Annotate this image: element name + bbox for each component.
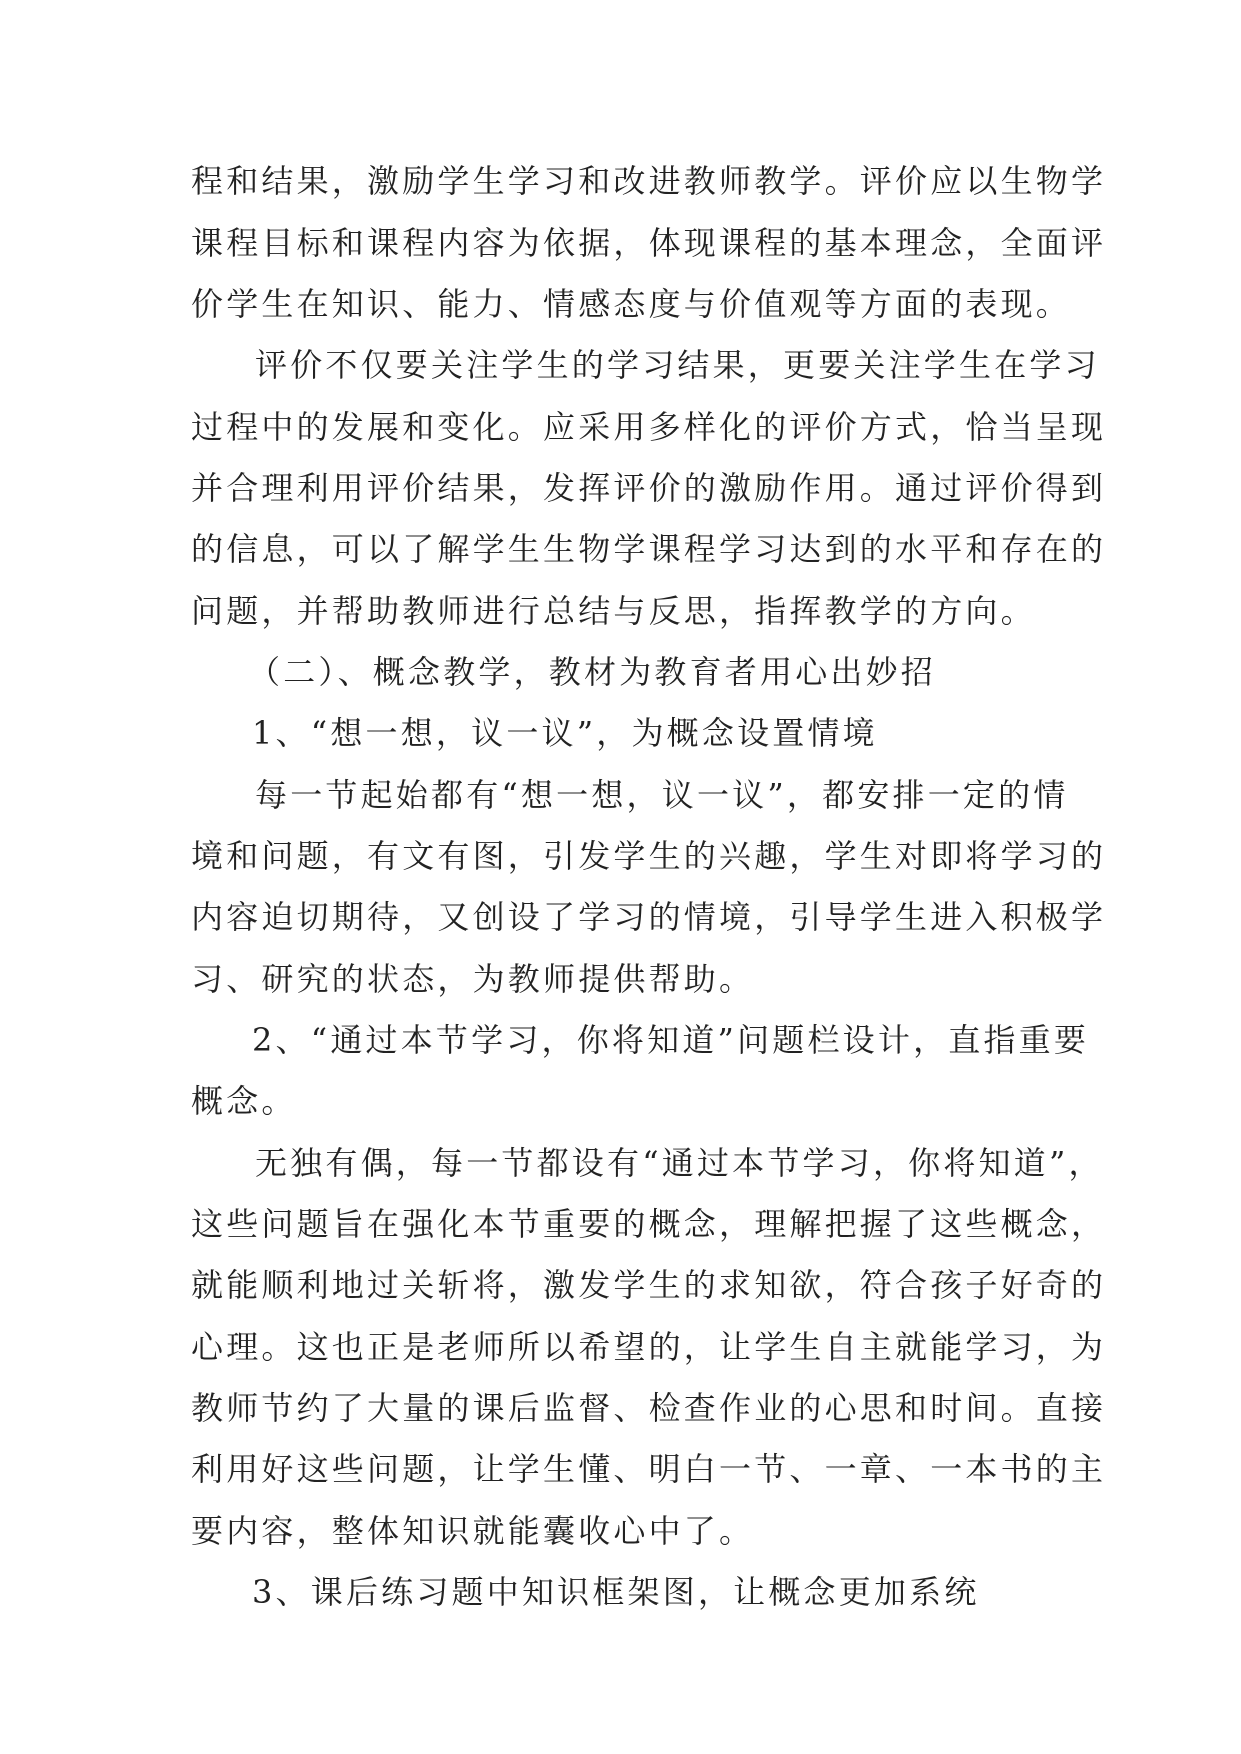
text-line: 习、研究的状态，为教师提供帮助。 <box>191 960 755 998</box>
text-line: 概念。 <box>191 1082 297 1120</box>
text-line: 程和结果，激励学生学习和改进教师教学。评价应以生物学 <box>191 162 1107 200</box>
section-heading: （二）、概念教学，教材为教育者用心出妙招 <box>248 653 937 691</box>
paragraph-first-line: 无独有偶，每一节都设有“通过本节学习，你将知道”， <box>255 1144 1104 1182</box>
text-line: 就能顺利地过关斩将，激发学生的求知欲，符合孩子好奇的 <box>191 1266 1107 1304</box>
text-line: 这些问题旨在强化本节重要的概念，理解把握了这些概念， <box>191 1205 1107 1243</box>
text-line: 利用好这些问题，让学生懂、明白一节、一章、一本书的主 <box>191 1450 1107 1488</box>
subsection-heading: 1、“想一想，议一议”，为概念设置情境 <box>252 714 878 752</box>
text-line: 问题，并帮助教师进行总结与反思，指挥教学的方向。 <box>191 592 1036 630</box>
paragraph-first-line: 每一节起始都有“想一想，议一议”，都安排一定的情 <box>255 776 1069 814</box>
text-line: 过程中的发展和变化。应采用多样化的评价方式，恰当呈现 <box>191 408 1107 446</box>
text-line: 要内容，整体知识就能囊收心中了。 <box>191 1512 755 1550</box>
text-line: 并合理利用评价结果，发挥评价的激励作用。通过评价得到 <box>191 469 1107 507</box>
subsection-heading: 3、课后练习题中知识框架图，让概念更加系统 <box>252 1573 980 1611</box>
text-line: 的信息，可以了解学生生物学课程学习达到的水平和存在的 <box>191 530 1107 568</box>
text-line: 心理。这也正是老师所以希望的，让学生自主就能学习，为 <box>191 1328 1107 1366</box>
subsection-heading: 2、“通过本节学习，你将知道”问题栏设计，直指重要 <box>252 1021 1090 1059</box>
text-line: 境和问题，有文有图，引发学生的兴趣，学生对即将学习的 <box>191 837 1107 875</box>
paragraph-first-line: 评价不仅要关注学生的学习结果，更要关注学生在学习 <box>255 346 1100 384</box>
text-line: 课程目标和课程内容为依据，体现课程的基本理念，全面评 <box>191 224 1107 262</box>
text-line: 价学生在知识、能力、情感态度与价值观等方面的表现。 <box>191 285 1072 323</box>
text-line: 内容迫切期待，又创设了学习的情境，引导学生进入积极学 <box>191 898 1107 936</box>
text-line: 教师节约了大量的课后监督、检查作业的心思和时间。直接 <box>191 1389 1107 1427</box>
